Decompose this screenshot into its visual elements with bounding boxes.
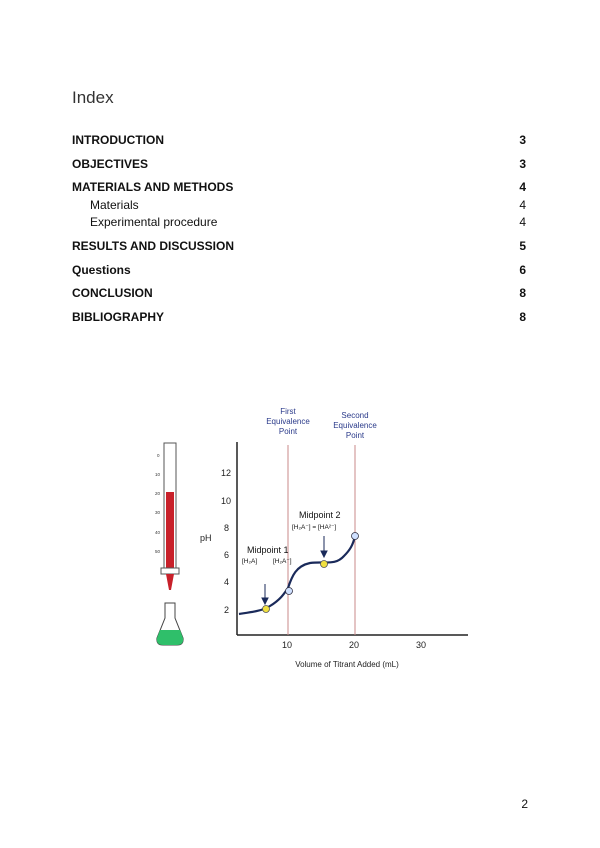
x-tick-30: 30 [416, 640, 427, 650]
burette-tick-0: 0 [157, 453, 160, 458]
toc-page: 4 [519, 215, 526, 229]
toc-page: 4 [519, 180, 526, 194]
x-tick-20: 20 [349, 640, 360, 650]
index-title: Index [72, 88, 114, 107]
midpoint2-arrow-head [321, 551, 327, 557]
burette-tick-20: 20 [155, 491, 161, 496]
first-eq-label-3: Point [278, 427, 298, 436]
burette-illustration [155, 443, 179, 590]
midpoint1-marker [263, 606, 270, 613]
toc-label: CONCLUSION [72, 286, 153, 300]
second-equivalence-marker [352, 533, 359, 540]
toc-label: BIBLIOGRAPHY [72, 310, 165, 324]
first-eq-label-2: Equivalence [266, 417, 310, 426]
flask-liquid [157, 630, 183, 645]
toc-page: 8 [519, 286, 526, 300]
first-equivalence-marker [286, 588, 293, 595]
midpoint2-label: Midpoint 2 [299, 510, 341, 520]
toc-label: Experimental procedure [90, 215, 218, 229]
x-axis-label: Volume of Titrant Added (mL) [295, 660, 399, 669]
y-tick-2: 2 [224, 605, 230, 615]
second-eq-label-1: Second [341, 411, 369, 420]
burette-tick-40: 40 [155, 530, 161, 535]
midpoint1-eq-right: [H₂A⁻] [273, 558, 292, 565]
toc-label: INTRODUCTION [72, 133, 164, 147]
burette-tip [166, 574, 174, 590]
burette-tick-30: 30 [155, 510, 161, 515]
y-tick-10: 10 [221, 496, 232, 506]
x-tick-10: 10 [282, 640, 293, 650]
toc-page: 4 [519, 198, 526, 212]
toc-label: Materials [90, 198, 139, 212]
toc-label: Questions [72, 263, 131, 277]
toc-label: RESULTS AND DISCUSSION [72, 239, 235, 253]
burette-stopcock [161, 568, 179, 574]
y-tick-12: 12 [221, 468, 232, 478]
second-eq-label-2: Equivalence [333, 421, 377, 430]
flask-illustration [157, 603, 183, 645]
y-tick-6: 6 [224, 550, 230, 560]
toc-page: 3 [519, 157, 526, 171]
toc-page: 8 [519, 310, 526, 324]
y-axis-label: pH [200, 533, 212, 543]
second-eq-label-3: Point [345, 431, 365, 440]
y-tick-4: 4 [224, 577, 230, 587]
toc-page: 6 [519, 263, 526, 277]
toc-label: MATERIALS AND METHODS [72, 180, 234, 194]
toc-page: 3 [519, 133, 526, 147]
toc-label: OBJECTIVES [72, 157, 149, 171]
midpoint2-marker [321, 561, 328, 568]
midpoint1-arrow-head [262, 598, 268, 604]
midpoint1-label: Midpoint 1 [247, 545, 289, 555]
burette-tick-10: 10 [155, 472, 161, 477]
page-number: 2 [521, 797, 528, 811]
y-tick-8: 8 [224, 523, 230, 533]
burette-liquid [166, 492, 174, 568]
midpoint1-eq-left: [H₂A] [242, 558, 258, 565]
midpoint2-eq: [H₂A⁻] = [HA²⁻] [292, 524, 337, 531]
toc-page: 5 [519, 239, 526, 253]
first-eq-label-1: First [280, 407, 296, 416]
burette-tick-50: 50 [155, 549, 161, 554]
